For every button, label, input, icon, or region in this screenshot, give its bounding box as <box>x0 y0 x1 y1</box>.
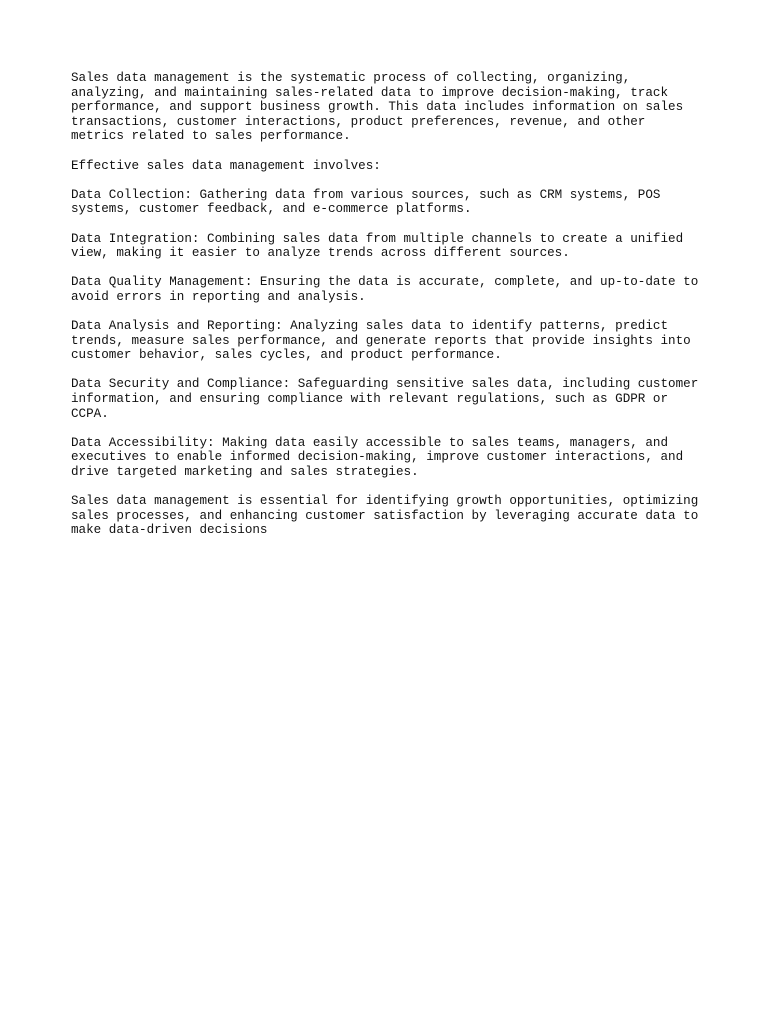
paragraph-data-collection: Data Collection: Gathering data from various sources, such as CRM systems, POS systems, customer feedback, and e-commerce platforms. <box>71 187 661 217</box>
paragraph-conclusion: Sales data management is essential for identifying growth opportunities, optimizing sales processes, and enhancing customer satisfaction by leveraging accurate data to make data-driven decisions <box>71 494 699 538</box>
paragraph-intro: Sales data management is the systematic process of collecting, organizing, analyzing, and maintaining sales-related data to improve decision-making, track performance, and support business growth. This data includes information on sales transactions, customer interactions, product preferences, revenue, and other metrics related to sales performance. <box>71 71 684 144</box>
paragraph-involves-heading: Effective sales data management involves: <box>71 158 381 173</box>
paragraph-data-accessibility: Data Accessibility: Making data easily accessible to sales teams, managers, and executives to enable informed decision-making, improve customer interactions, and drive targeted marketing and sales strategies. <box>71 435 684 480</box>
paragraph-data-quality: Data Quality Management: Ensuring the data is accurate, complete, and up-to-date to avoid errors in reporting and analysis. <box>71 275 699 304</box>
paragraph-data-analysis: Data Analysis and Reporting: Analyzing sales data to identify patterns, predict trends, measure sales performance, and generate reports that provide insights into customer behavior, sales cycles, and product performance. <box>71 319 691 363</box>
paragraph-data-integration: Data Integration: Combining sales data from multiple channels to create a unified view, making it easier to analyze trends across different sources. <box>71 231 684 261</box>
paragraph-data-security: Data Security and Compliance: Safeguarding sensitive sales data, including customer information, and ensuring compliance with relevant regulations, such as GDPR or CCPA. <box>71 377 699 421</box>
